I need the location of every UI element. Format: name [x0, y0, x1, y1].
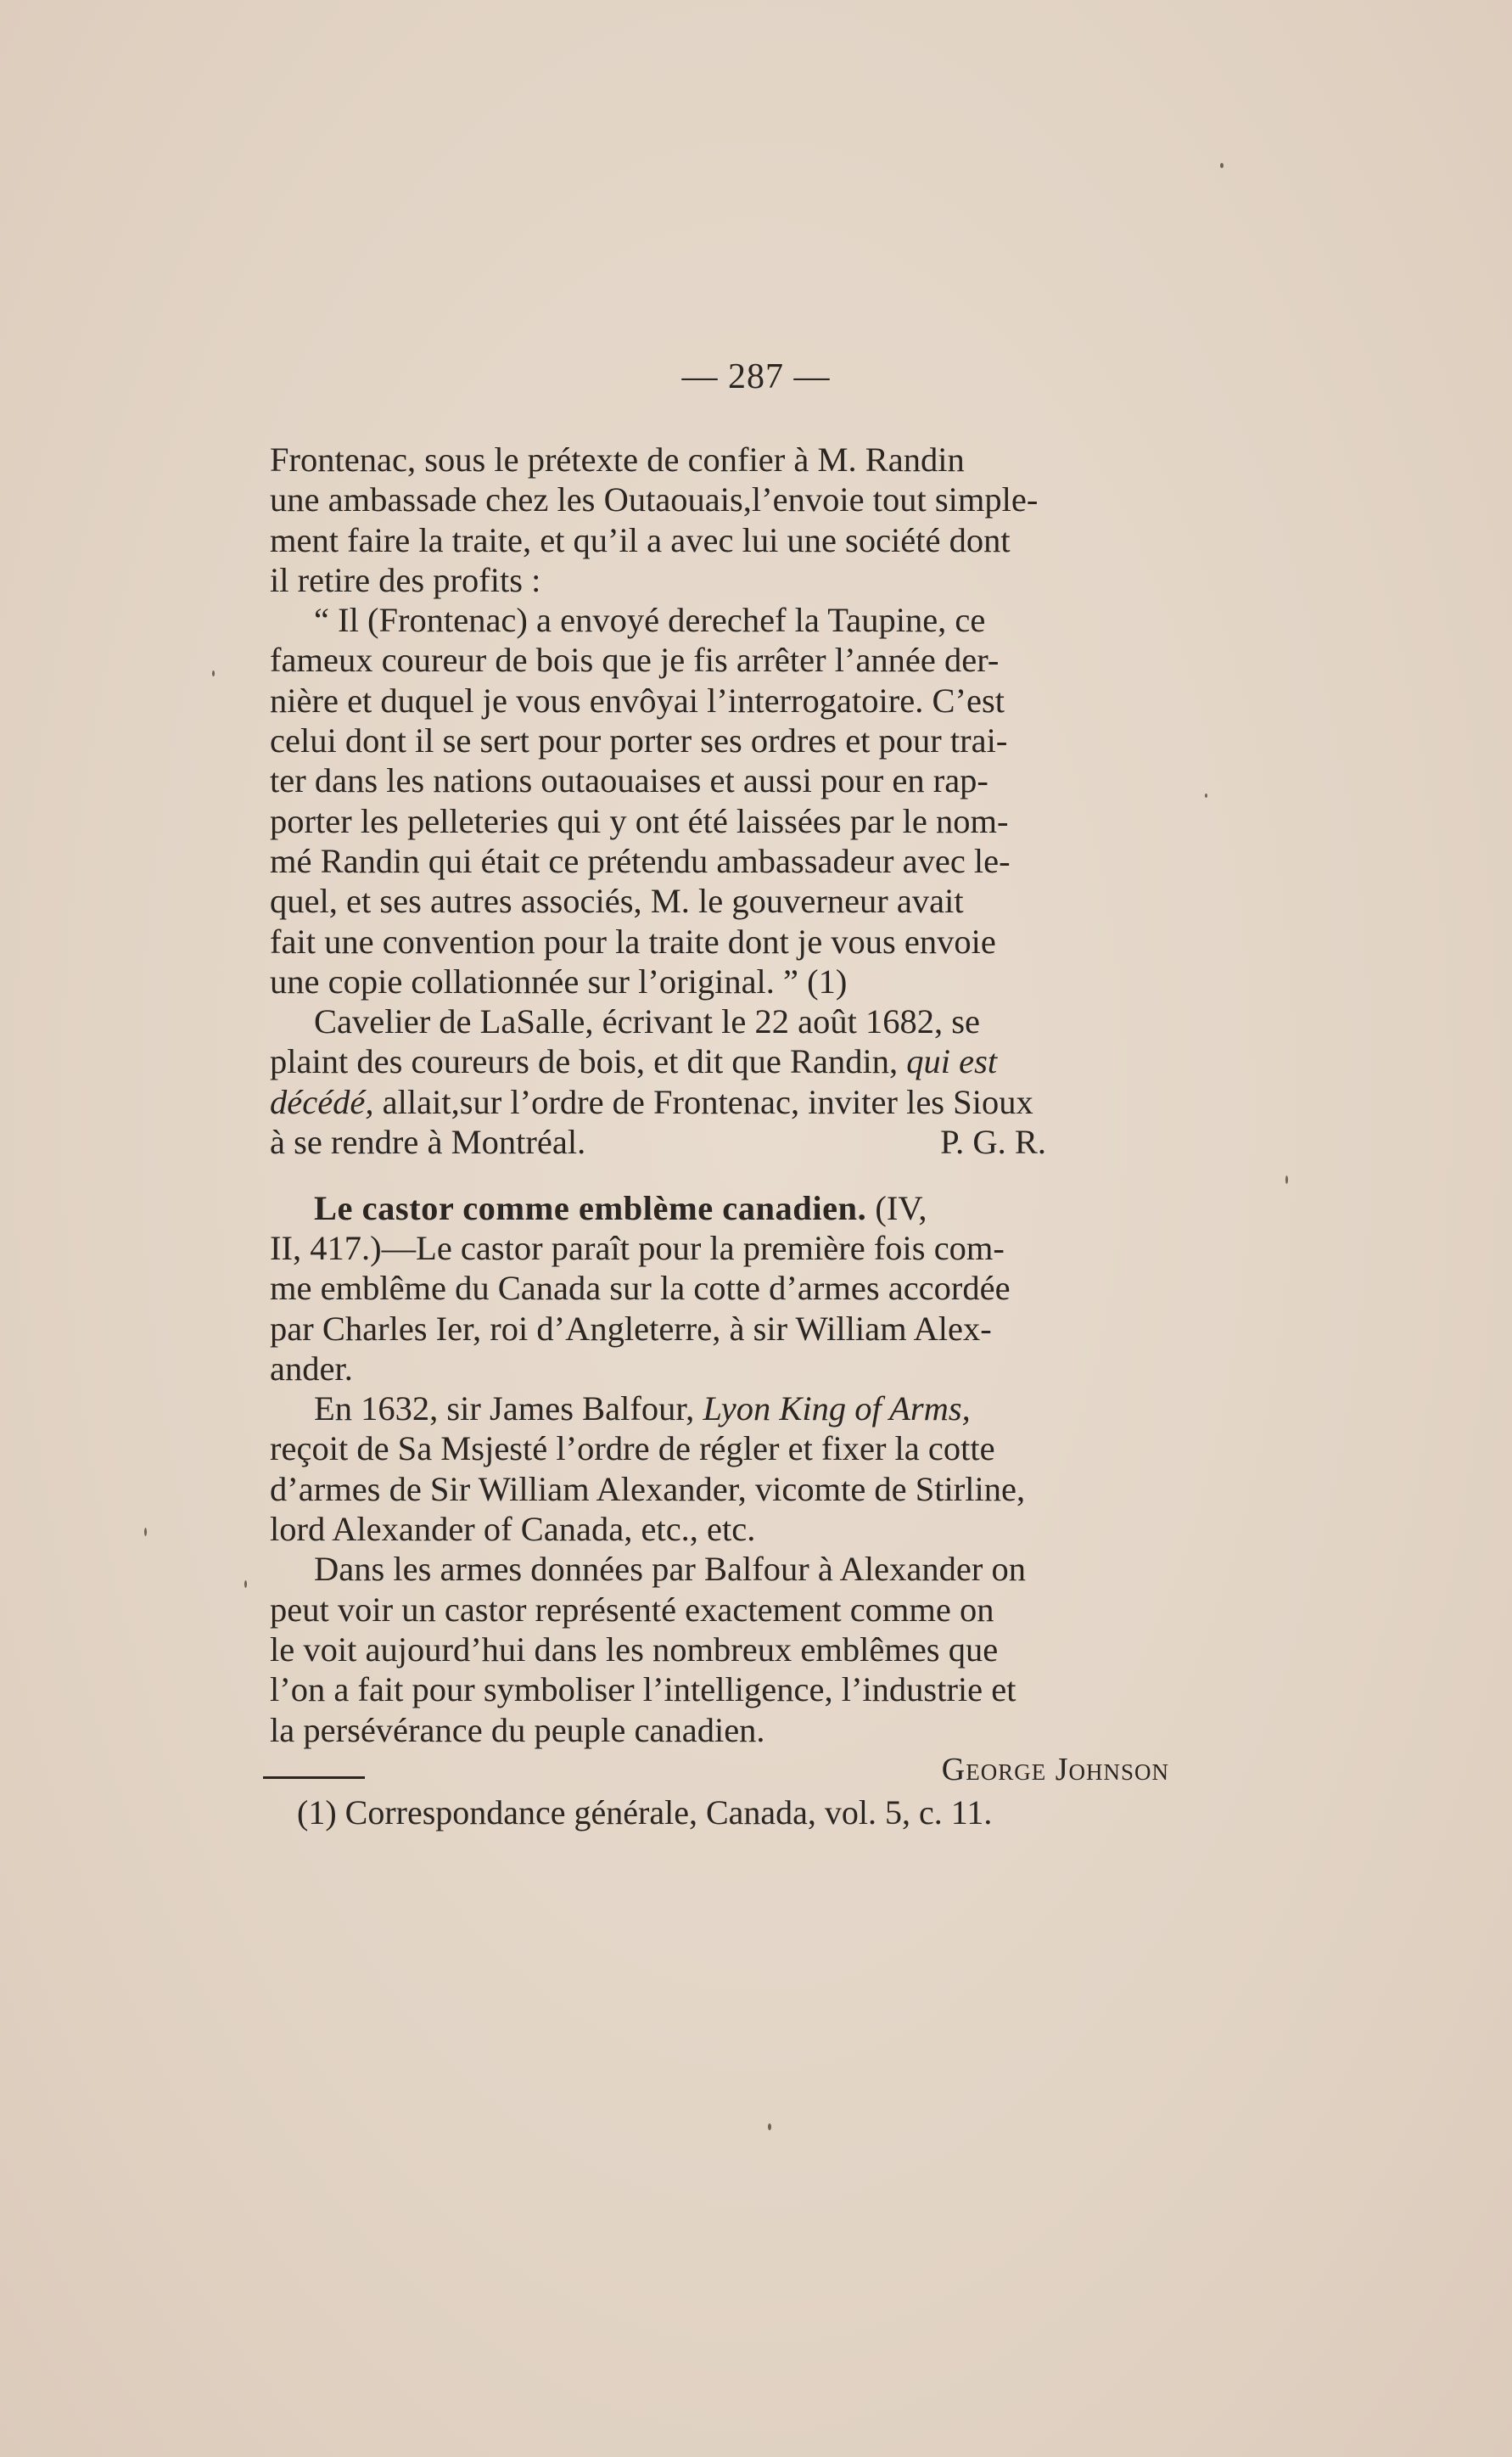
text-line: Frontenac, sous le prétexte de confier à M. Randin: [270, 440, 965, 479]
text-line: fameux coureur de bois que je fis arrêter l’année der-: [270, 641, 1000, 680]
section-gap: [270, 1163, 1173, 1188]
body-text: [270, 440, 1173, 1790]
italic-text: qui est: [906, 1042, 998, 1081]
text-line: me emblême du Canada sur la cotte d’armes accordée: [270, 1269, 1011, 1308]
text-line: reçoit de Sa Msjesté l’ordre de régler et fixer la cotte: [270, 1429, 995, 1468]
footnote: (1) Correspondance générale, Canada, vol. 5, c. 11.: [297, 1793, 993, 1832]
text-line: fait une convention pour la traite dont je vous envoie: [270, 922, 996, 961]
paragraph-1: [270, 440, 1173, 600]
scan-speck: [1285, 1175, 1288, 1184]
text-line: plaint des coureurs de bois, et dit que Randin,: [270, 1042, 907, 1081]
text-line: Dans les armes données par Balfour à Alexander on: [314, 1550, 1026, 1589]
scan-speck: [1220, 163, 1224, 168]
text-line: ander.: [270, 1349, 353, 1388]
text-line: une ambassade chez les Outaouais,l’envoie tout simple-: [270, 480, 1039, 519]
text-line: “ Il (Frontenac) a envoyé derechef la Taupine, ce: [314, 601, 986, 640]
text-line: d’armes de Sir William Alexander, vicomte de Stirline,: [270, 1469, 1026, 1508]
text-line: (IV,: [866, 1188, 927, 1227]
text-line: la persévérance du peuple canadien.: [270, 1710, 765, 1749]
signature-george-johnson: George Johnson: [941, 1751, 1169, 1787]
scan-speck: [768, 2123, 771, 2130]
signature-pgr: P. G. R.: [940, 1123, 1046, 1162]
scan-speck: [244, 1580, 247, 1588]
paragraph-2-quotation: [270, 600, 1173, 1001]
text-line: à se rendre à Montréal.: [270, 1123, 586, 1162]
scan-speck: [212, 670, 215, 676]
paragraph-6: [270, 1549, 1173, 1749]
text-line: porter les pelleteries qui y ont été laissées par le nom-: [270, 801, 1009, 840]
footnote-divider: [263, 1776, 365, 1779]
italic-text: Lyon King of Arms,: [703, 1389, 971, 1428]
scan-speck: [144, 1528, 147, 1536]
text-line: lord Alexander of Canada, etc., etc.: [270, 1510, 756, 1549]
italic-text: décédé,: [270, 1082, 374, 1121]
text-line: nière et duquel je vous envôyai l’interrogatoire. C’est: [270, 681, 1005, 720]
text-line: le voit aujourd’hui dans les nombreux emblêmes que: [270, 1630, 999, 1669]
text-line: En 1632, sir James Balfour,: [314, 1389, 703, 1428]
scan-speck: [1205, 794, 1207, 798]
text-line: II, 417.)—Le castor paraît pour la première fois com-: [270, 1228, 1005, 1267]
page-number: — 287 —: [681, 357, 831, 396]
text-line: quel, et ses autres associés, M. le gouverneur avait: [270, 882, 964, 921]
paragraph-4-article: [270, 1188, 1173, 1388]
text-line: l’on a fait pour symboliser l’intelligence, l’industrie et: [270, 1670, 1016, 1709]
text-line: une copie collationnée sur l’original. ” (1): [270, 962, 848, 1001]
text-line: allait,sur l’ordre de Frontenac, inviter les Sioux: [373, 1082, 1033, 1121]
text-line: par Charles Ier, roi d’Angleterre, à sir William Alex-: [270, 1309, 992, 1348]
text-line: ment faire la traite, et qu’il a avec lui une société dont: [270, 520, 1011, 559]
article-heading: Le castor comme emblème canadien.: [314, 1188, 867, 1227]
text-line: il retire des profits :: [270, 560, 541, 599]
text-line: celui dont il se sert pour porter ses ordres et pour trai-: [270, 721, 1008, 760]
text-line: peut voir un castor représenté exactement comme on: [270, 1590, 994, 1629]
text-line: ter dans les nations outaouaises et aussi pour en rap-: [270, 761, 988, 800]
text-line: mé Randin qui était ce prétendu ambassadeur avec le-: [270, 841, 1011, 880]
text-line: Cavelier de LaSalle, écrivant le 22 août 1682, se: [314, 1002, 980, 1041]
paragraph-5: [270, 1388, 1173, 1549]
